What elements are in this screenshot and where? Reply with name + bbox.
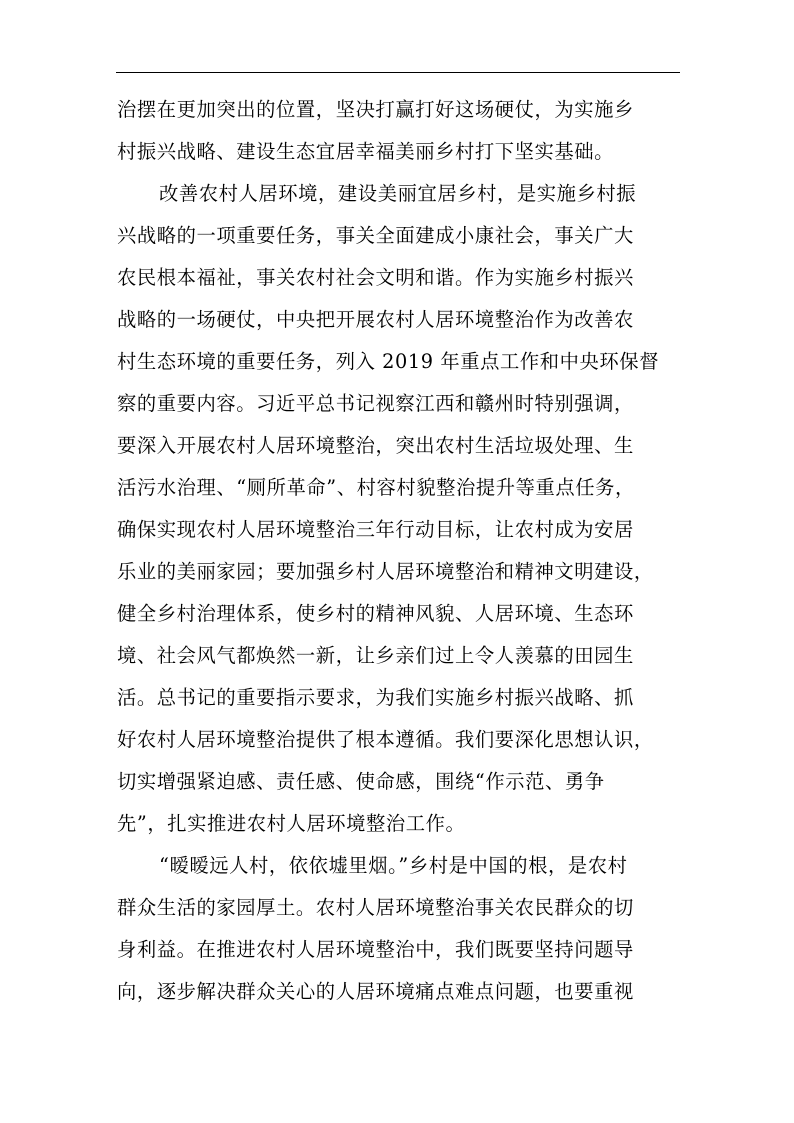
text-line: 活。总书记的重要指示要求，为我们实施乡村振兴战略、抓: [117, 686, 634, 709]
text-line: 兴战略的一项重要任务，事关全面建成小康社会，事关广大: [117, 224, 634, 247]
text-line: 切实增强紧迫感、责任感、使命感，围绕“作示范、勇争: [117, 770, 605, 793]
text-line: 先”，扎实推进农村人居环境整治工作。: [117, 812, 466, 835]
text-line: 村生态环境的重要任务，列入 2019 年重点工作和中央环保督: [117, 350, 660, 373]
text-line: 活污水治理、“厕所革命”、村容村貌整治提升等重点任务，: [117, 476, 635, 499]
text-line: 确保实现农村人居环境整治三年行动目标，让农村成为安居: [117, 518, 634, 541]
paragraph-first-line: 改善农村人居环境，建设美丽宜居乡村，是实施乡村振: [159, 182, 637, 205]
text-line: 好农村人居环境整治提供了根本遵循。我们要深化思想认识，: [117, 728, 654, 751]
text-line: 农民根本福祉，事关农村社会文明和谐。作为实施乡村振兴: [117, 266, 634, 289]
text-line: 健全乡村治理体系，使乡村的精神风貌、人居环境、生态环: [117, 602, 634, 625]
text-line: 群众生活的家园厚土。农村人居环境整治事关农民群众的切: [117, 896, 634, 919]
text-line: 身利益。在推进农村人居环境整治中，我们既要坚持问题导: [117, 938, 634, 961]
text-line: 治摆在更加突出的位置，坚决打赢打好这场硬仗，为实施乡: [117, 98, 634, 121]
paragraph-first-line: “暧暧远人村，依依墟里烟。”乡村是中国的根，是农村: [159, 854, 628, 877]
text-line: 要深入开展农村人居环境整治，突出农村生活垃圾处理、生: [117, 434, 634, 457]
text-line: 乐业的美丽家园；要加强乡村人居环境整治和精神文明建设，: [117, 560, 654, 583]
text-line: 村振兴战略、建设生态宜居幸福美丽乡村打下坚实基础。: [117, 140, 615, 163]
text-line: 向，逐步解决群众关心的人居环境痛点难点问题，也要重视: [117, 980, 634, 1003]
text-line: 战略的一场硬仗，中央把开展农村人居环境整治作为改善农: [117, 308, 634, 331]
text-line: 境、社会风气都焕然一新，让乡亲们过上令人羡慕的田园生: [117, 644, 634, 667]
text-line: 察的重要内容。习近平总书记视察江西和赣州时特别强调，: [117, 392, 634, 415]
